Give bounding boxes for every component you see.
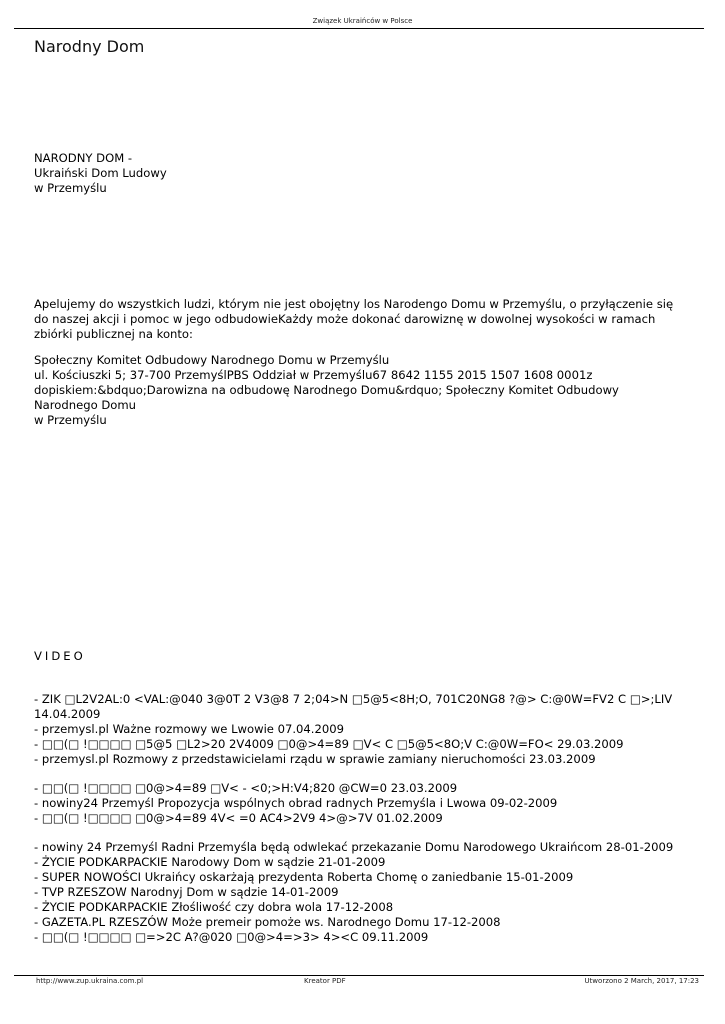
video-list-1 [34,692,694,767]
footer-created-date: Utworzono 2 March, 2017, 17:23 [584,977,699,985]
intro-text: NARODNY DOM - Ukraiński Dom Ludowy w Przemyślu [34,151,167,195]
footer-divider [14,975,704,976]
video-link-item[interactable]: - □□(□ !□□□□ □5@5 □L2>20 2V4009 □0@>4=89 □V< C □5@5<8O;V C:@0W=FO< 29.03.2009 [34,737,624,751]
video-link-item[interactable]: - ZIK □L2V2AL:0 <VAL:@040 3@0T 2 V3@8 7 2;04>N □5@5<8H;O, 701C20NG8 ?@> C:@0W=FV2 C □>;LIV 14.04.2009 [34,692,673,721]
video-link-item[interactable]: - □□(□ !□□□□ □0@>4=89 □V< - <0;>H:V4;820 @CW=0 23.03.2009 [34,781,458,795]
video-link-item[interactable]: - nowiny 24 Przemyśl Radni Przemyśla będą odwlekać przekazanie Domu Narodowego Ukraińcom 28-01-2009 [34,840,674,854]
appeal-paragraph: Apelujemy do wszystkich ludzi, którym nie jest obojętny los Narodengo Domu w Przemyślu, o przyłączenie się do naszej akcji i pomoc w jego odbudowieKażdy może dokonać darowiznę w dowolnej wysokości w ramach zbiórki publicznej na konto: [34,297,674,341]
video-link-item[interactable]: - □□(□ !□□□□ □=>2C A?@020 □0@>4=>3> 4><C 09.11.2009 [34,930,429,944]
video-link-item[interactable]: - przemysl.pl Rozmowy z przedstawicielami rządu w sprawie zamiany nieruchomości 23.03.2009 [34,752,596,766]
header-divider [14,28,704,29]
video-link-item[interactable]: - □□(□ !□□□□ □0@>4=89 4V< =0 AC4>2V9 4>@>7V 01.02.2009 [34,811,443,825]
video-link-item[interactable]: - ŻYCIE PODKARPACKIE Narodowy Dom w sądzie 21-01-2009 [34,855,386,869]
bank-account-info: Społeczny Komitet Odbudowy Narodnego Domu w Przemyślu ul. Kościuszki 5; 37-700 PrzemyślPBS Oddział w Przemyślu67 8642 1155 2015 1507 1608 0001z dopiskiem:&bdquo;Darowizna na odbudowę Narodnego Domu&rdquo; Społeczny Komitet Odbudowy Narodnego Domu w Przemyślu [34,353,619,427]
video-link-item[interactable]: - TVP RZESZOW Narodnyj Dom w sądzie 14-01-2009 [34,885,339,899]
video-link-item[interactable]: - SUPER NOWOŚCI Ukraińcy oskarżają prezydenta Roberta Chomę o zaniedbanie 15-01-2009 [34,870,574,884]
video-heading: VIDEO [34,649,86,663]
video-list-2 [34,781,694,826]
page-header: Związek Ukraińców w Polsce [312,17,413,25]
footer-generator: Kreator PDF [304,977,346,985]
footer-url[interactable]: http://www.zup.ukraina.com.pl [36,977,144,985]
video-link-item[interactable]: - przemysl.pl Ważne rozmowy we Lwowie 07.04.2009 [34,722,345,736]
video-list-3 [34,840,694,945]
video-link-item[interactable]: - nowiny24 Przemyśl Propozycja wspólnych obrad radnych Przemyśla i Lwowa 09-02-2009 [34,796,558,810]
video-link-item[interactable]: - GAZETA.PL RZESZÓW Może premeir pomoże ws. Narodnego Domu 17-12-2008 [34,915,501,929]
page-title: Narodny Dom [34,37,145,56]
video-link-item[interactable]: - ŻYCIE PODKARPACKIE Złośliwość czy dobra wola 17-12-2008 [34,900,394,914]
